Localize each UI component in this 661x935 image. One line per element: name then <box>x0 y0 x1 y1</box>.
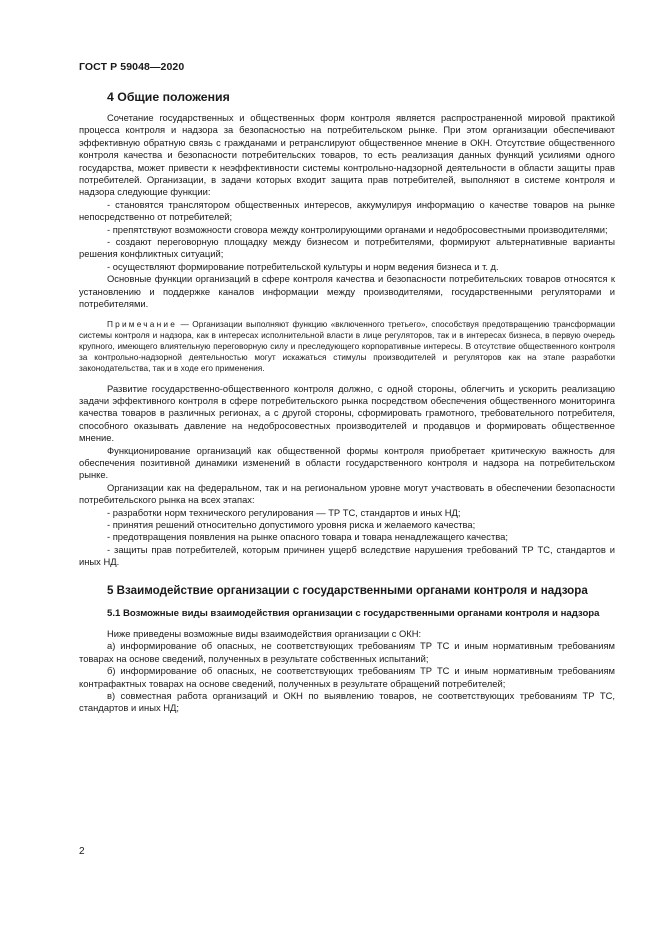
paragraph: Организации как на федеральном, так и на региональном уровне могут участвовать в обеспечении безопасности потребительского рынка на всех этапах: <box>79 481 615 506</box>
list-item: - предотвращения появления на рынке опасного товара и товара ненадлежащего качества; <box>107 531 508 543</box>
paragraph: Сочетание государственных и общественных форм контроля является распространенной мировой практикой процесса контроля и надзора за безопасностью на потребительском рынке. При этом организации обеспечивают эффективную обратную связь с гражданами и ретранслируют общественное мнение в ОКН. Отсутствие общественного контроля качества и безопасности потребительских товаров, то есть реализация данных функций усилиями одного государства, может привести к неэффективности системы контрольно-надзорной деятельности в области защиты прав потребителей. Организации, в задачи которых входит защита прав потребителей, выполняют в системе контроля и надзора следующие функции: <box>79 112 615 198</box>
standard-header: ГОСТ Р 59048—2020 <box>79 61 185 73</box>
list-item: - принятия решений относительно допустимого уровня риска и желаемого качества; <box>107 518 476 530</box>
list-item: - осуществляют формирование потребительской культуры и норм ведения бизнеса и т. д. <box>107 260 499 272</box>
paragraph: Основные функции организаций в сфере контроля качества и безопасности потребительских товаров относятся к установлению и поддержке каналов информации между производителями, государственными регуляторами и потребителями. <box>79 273 615 310</box>
page-body <box>79 90 615 715</box>
list-item: в) совместная работа организаций и ОКН по выявлению товаров, не соответствующих требованиям ТР ТС, стандартов и иных НД; <box>79 690 615 714</box>
list-item: - создают переговорную площадку между бизнесом и потребителями, формируют альтернативные варианты решения конфликтных ситуаций; <box>79 236 615 260</box>
paragraph: Функционирование организаций как общественной формы контроля приобретает критическую важность для обеспечения позитивной динамики изменений в области государственного контроля и надзора на потребительском рынке. <box>79 444 615 481</box>
paragraph: Развитие государственно-общественного контроля должно, с одной стороны, облегчить и ускорить реализацию задачи эффективного контроля в сфере потребительского рынка посредством обеспечения общественного мониторинга качества товаров в различных регионах, а с другой стороны, сформировать грамотного, требовательного потребителя, способного оказывать давление на недобросовестных производителей и продавцов и формировать общественное мнение. <box>79 382 615 444</box>
paragraph: Ниже приведены возможные виды взаимодействия организации с ОКН: <box>107 628 422 640</box>
note <box>79 319 615 375</box>
page-number: 2 <box>79 846 85 857</box>
note-label: Примечание <box>107 318 178 329</box>
list-item: - становятся транслятором общественных интересов, аккумулируя информацию о качестве товаров на рынке непосредственно от потребителей; <box>79 198 615 223</box>
list-item: - разработки норм технического регулирования — ТР ТС, стандартов и иных НД; <box>107 506 461 518</box>
subsection-5-1-heading: 5.1 Возможные виды взаимодействия организации с государственными органами контроля и надзора <box>107 607 600 619</box>
section-4-heading: 4 Общие положения <box>107 90 230 104</box>
section-5-heading: 5 Взаимодействие организации с государственными органами контроля и надзора <box>107 583 588 597</box>
list-item: - защиты прав потребителей, которым причинен ущерб вследствие нарушения требований ТР ТС, стандартов и иных НД. <box>79 543 615 568</box>
list-item: б) информирование об опасных, не соответствующих требованиям ТР ТС и иным нормативным требованиям контрафактных товарах на основе сведений, полученных в результате обращений потребителей; <box>79 665 615 689</box>
list-item: - препятствуют возможности сговора между контролирующими органами и недобросовестными производителями; <box>107 223 608 235</box>
note-text: — Организации выполняют функцию «включенного третьего», способствуя предотвращению трансформации системы контроля и надзора, как в интересах исполнительной власти в лице регуляторов, так и в интересах бизнеса, в первую очередь крупного, имеющего влиятельную переговорную силу и преследующего корпоративные интересы. В отсутствие общественного контроля за контрольно-надзорной деятельностью могут искажаться стимулы производителей и регуляторов как на этапе разработки законодательства, так и в ходе его применения. <box>79 318 615 374</box>
list-item: а) информирование об опасных, не соответствующих требованиям ТР ТС и иным нормативным требованиям товарах на основе сведений, полученных в результате собственных испытаний; <box>79 640 615 664</box>
